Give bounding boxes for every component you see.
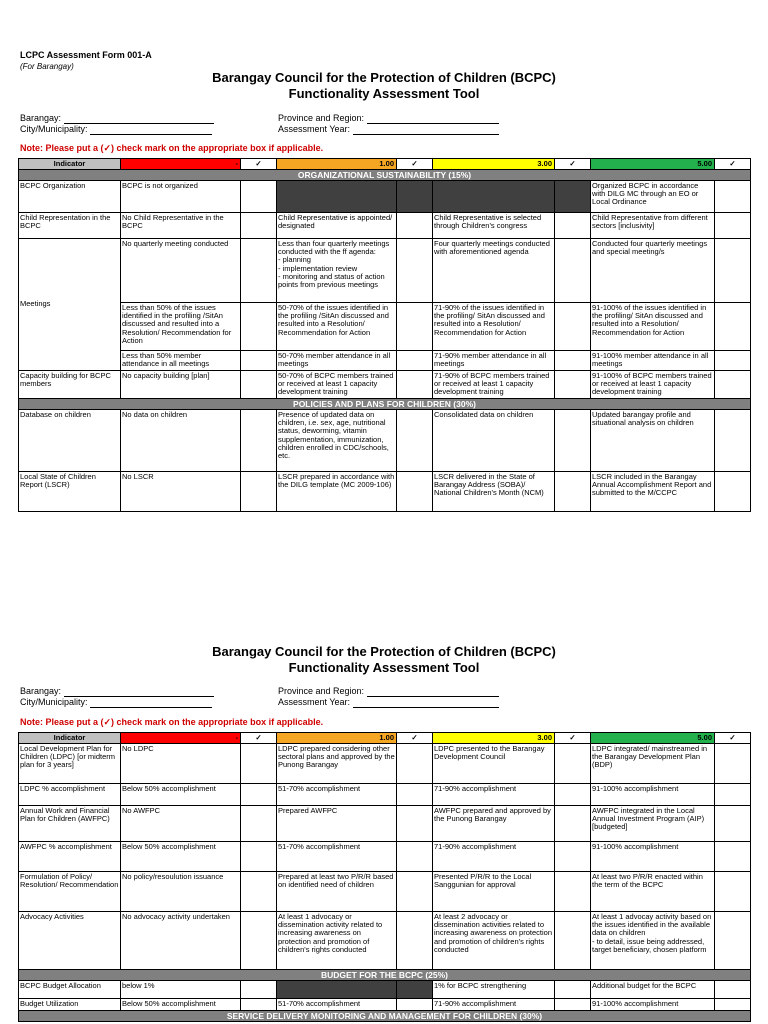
check-box[interactable] bbox=[397, 744, 433, 784]
criteria-orange: At least 1 advocacy or dissemination activity related to increasing awareness on protection and promotion of children's rights conducted bbox=[277, 912, 397, 970]
province-field[interactable] bbox=[278, 113, 499, 124]
check-box[interactable] bbox=[555, 213, 591, 239]
header-red-score: - bbox=[121, 733, 241, 744]
check-box[interactable] bbox=[555, 981, 591, 999]
check-box[interactable] bbox=[397, 239, 433, 303]
page-title bbox=[0, 70, 768, 102]
city-label: City/Municipality: bbox=[20, 124, 88, 134]
criteria-orange: Child Representative is appointed/ designated bbox=[277, 213, 397, 239]
criteria-yellow: Four quarterly meetings conducted with aforementioned agenda bbox=[433, 239, 555, 303]
check-box[interactable] bbox=[241, 351, 277, 371]
check-box[interactable] bbox=[715, 912, 751, 970]
barangay-field[interactable] bbox=[20, 113, 214, 124]
check-box[interactable] bbox=[241, 213, 277, 239]
check-box[interactable] bbox=[397, 371, 433, 399]
check-box[interactable] bbox=[241, 912, 277, 970]
indicator-cell: AWFPC % accomplishment bbox=[19, 842, 121, 872]
criteria-red: below 1% bbox=[121, 981, 241, 999]
criteria-green: 91-100% member attendance in all meetings bbox=[591, 351, 715, 371]
indicator-cell: Database on children bbox=[19, 410, 121, 472]
check-box[interactable] bbox=[555, 351, 591, 371]
check-box[interactable] bbox=[715, 181, 751, 213]
criteria-orange: 50-70% member attendance in all meetings bbox=[277, 351, 397, 371]
criteria-orange: 50-70% of the issues identified in the profiling /SitAn discussed and resulted into a Resolution/ Recommendation for Action bbox=[277, 303, 397, 351]
header-orange-score: 1.00 bbox=[277, 159, 397, 170]
city-line bbox=[90, 698, 212, 708]
check-box[interactable] bbox=[555, 410, 591, 472]
header-indicator: Indicator bbox=[19, 733, 121, 744]
check-box[interactable] bbox=[715, 371, 751, 399]
check-box[interactable] bbox=[715, 872, 751, 912]
title-line1: Barangay Council for the Protection of Children (BCPC) bbox=[212, 70, 556, 85]
header-check: ✓ bbox=[241, 159, 277, 170]
header-check: ✓ bbox=[715, 733, 751, 744]
criteria-red: No advocacy activity undertaken bbox=[121, 912, 241, 970]
criteria-yellow: LDPC presented to the Barangay Development Council bbox=[433, 744, 555, 784]
province-label: Province and Region: bbox=[278, 113, 365, 123]
criteria-red: No capacity building [plan] bbox=[121, 371, 241, 399]
indicator-cell: BCPC Budget Allocation bbox=[19, 981, 121, 999]
header-check: ✓ bbox=[397, 159, 433, 170]
year-line bbox=[353, 125, 499, 135]
criteria-yellow: Child Representative is selected through Children's congress bbox=[433, 213, 555, 239]
header-check: ✓ bbox=[555, 159, 591, 170]
check-box[interactable] bbox=[555, 999, 591, 1011]
form-code: LCPC Assessment Form 001-A bbox=[20, 50, 152, 60]
check-box[interactable] bbox=[715, 239, 751, 303]
check-box[interactable] bbox=[715, 351, 751, 371]
indicator-cell: Formulation of Policy/ Resolution/ Recommendation bbox=[19, 872, 121, 912]
indicator-cell: Child Representation in the BCPC bbox=[19, 213, 121, 239]
blocked-cell bbox=[397, 181, 433, 213]
check-box[interactable] bbox=[397, 303, 433, 351]
check-box[interactable] bbox=[715, 981, 751, 999]
criteria-yellow: 71-90% member attendance in all meetings bbox=[433, 351, 555, 371]
header-indicator: Indicator bbox=[19, 159, 121, 170]
criteria-green: 91-100% of the issues identified in the profiling/ SitAn discussed and resulted into a Resolution/ Recommendation for Action bbox=[591, 303, 715, 351]
check-box[interactable] bbox=[715, 806, 751, 842]
check-box[interactable] bbox=[555, 371, 591, 399]
check-box[interactable] bbox=[397, 872, 433, 912]
criteria-yellow: AWFPC prepared and approved by the Punong Barangay bbox=[433, 806, 555, 842]
criteria-orange: Presence of updated data on children, i.e. sex, age, nutritional status, deworming, vitamin supplementation, immunization, children enrolled in CDC/schools, etc. bbox=[277, 410, 397, 472]
note-text: Note: Please put a (✓) check mark on the appropriate box if applicable. bbox=[20, 143, 324, 153]
barangay-field[interactable] bbox=[20, 686, 214, 697]
check-box[interactable] bbox=[555, 842, 591, 872]
check-box[interactable] bbox=[241, 981, 277, 999]
city-field[interactable] bbox=[20, 124, 212, 135]
year-field[interactable] bbox=[278, 697, 499, 708]
indicator-cell: Annual Work and Financial Plan for Children (AWFPC) bbox=[19, 806, 121, 842]
criteria-red: No LDPC bbox=[121, 744, 241, 784]
section-header: SERVICE DELIVERY MONITORING AND MANAGEMENT FOR CHILDREN (30%) bbox=[19, 1011, 751, 1022]
criteria-orange: 51-70% accomplishment bbox=[277, 999, 397, 1011]
province-line bbox=[367, 114, 499, 124]
indicator-cell: Advocacy Activities bbox=[19, 912, 121, 970]
criteria-orange: LSCR prepared in accordance with the DILG template (MC 2009-106) bbox=[277, 472, 397, 512]
assessment-table-1 bbox=[18, 158, 751, 512]
criteria-green: Additional budget for the BCPC bbox=[591, 981, 715, 999]
criteria-green: At least 1 advocay activity based on the issues identified in the available data on children - to detail, issue being addressed, target beneficiary, chosen platform bbox=[591, 912, 715, 970]
header-green-score: 5.00 bbox=[591, 733, 715, 744]
criteria-yellow: Presented P/R/R to the Local Sanggunian for approval bbox=[433, 872, 555, 912]
title-line1: Barangay Council for the Protection of Children (BCPC) bbox=[212, 644, 556, 659]
check-box[interactable] bbox=[555, 744, 591, 784]
criteria-green: Updated barangay profile and situational analysis on children bbox=[591, 410, 715, 472]
check-box[interactable] bbox=[241, 872, 277, 912]
header-yellow-score: 3.00 bbox=[433, 159, 555, 170]
check-box[interactable] bbox=[715, 213, 751, 239]
criteria-yellow: 71-90% of the issues identified in the profiling/ SitAn discussed and resulted into a Resolution/ Recommendation for Action bbox=[433, 303, 555, 351]
province-label: Province and Region: bbox=[278, 686, 365, 696]
blocked-cell bbox=[277, 181, 397, 213]
blocked-cell bbox=[433, 181, 555, 213]
criteria-orange: LDPC prepared considering other sectoral plans and approved by the Punong Barangay bbox=[277, 744, 397, 784]
criteria-red: Less than 50% member attendance in all meetings bbox=[121, 351, 241, 371]
criteria-red: No LSCR bbox=[121, 472, 241, 512]
header-check: ✓ bbox=[715, 159, 751, 170]
criteria-red: No quarterly meeting conducted bbox=[121, 239, 241, 303]
criteria-yellow: LSCR delivered in the State of Barangay Address (SOBA)/ National Children's Month (NCM) bbox=[433, 472, 555, 512]
check-box[interactable] bbox=[397, 213, 433, 239]
check-box[interactable] bbox=[241, 744, 277, 784]
check-box[interactable] bbox=[241, 806, 277, 842]
check-box[interactable] bbox=[715, 842, 751, 872]
section-header: POLICIES AND PLANS FOR CHILDREN (30%) bbox=[19, 399, 751, 410]
check-box[interactable] bbox=[241, 371, 277, 399]
indicator-cell: Local Development Plan for Children (LDPC) [or midterm plan for 3 years] bbox=[19, 744, 121, 784]
province-line bbox=[367, 687, 499, 697]
criteria-green: LDPC integrated/ mainstreamed in the Barangay Development Plan (BDP) bbox=[591, 744, 715, 784]
title-line2: Functionality Assessment Tool bbox=[288, 86, 480, 101]
criteria-red: Below 50% accomplishment bbox=[121, 999, 241, 1011]
city-line bbox=[90, 125, 212, 135]
assessment-table-2 bbox=[18, 732, 751, 1022]
check-box[interactable] bbox=[241, 784, 277, 806]
criteria-green: 91-100% of BCPC members trained or received at least 1 capacity development training bbox=[591, 371, 715, 399]
province-field[interactable] bbox=[278, 686, 499, 697]
section-header: ORGANIZATIONAL SUSTAINABILITY (15%) bbox=[19, 170, 751, 181]
criteria-yellow: 1% for BCPC strengthening bbox=[433, 981, 555, 999]
section-header: BUDGET FOR THE BCPC (25%) bbox=[19, 970, 751, 981]
check-box[interactable] bbox=[241, 842, 277, 872]
criteria-yellow: Consolidated data on children bbox=[433, 410, 555, 472]
page-title bbox=[0, 644, 768, 676]
year-label: Assessment Year: bbox=[278, 697, 351, 707]
criteria-yellow: 71-90% accomplishment bbox=[433, 842, 555, 872]
check-box[interactable] bbox=[715, 472, 751, 512]
indicator-cell: BCPC Organization bbox=[19, 181, 121, 213]
criteria-red: No data on children bbox=[121, 410, 241, 472]
check-box[interactable] bbox=[555, 472, 591, 512]
barangay-label: Barangay: bbox=[20, 113, 62, 123]
criteria-green: 91-100% accomplishment bbox=[591, 842, 715, 872]
criteria-red: BCPC is not organized bbox=[121, 181, 241, 213]
criteria-yellow: At least 2 advocacy or dissemination activities related to increasing awareness on protection and promotion of children's rights conducted bbox=[433, 912, 555, 970]
barangay-line bbox=[64, 114, 214, 124]
check-box[interactable] bbox=[397, 784, 433, 806]
criteria-orange: Prepared at least two P/R/R based on identified need of children bbox=[277, 872, 397, 912]
blocked-cell bbox=[277, 981, 397, 999]
criteria-orange: 51-70% accomplishment bbox=[277, 842, 397, 872]
indicator-cell: Budget Utilization bbox=[19, 999, 121, 1011]
barangay-line bbox=[64, 687, 214, 697]
criteria-green: Child Representative from different sectors [inclusivity] bbox=[591, 213, 715, 239]
header-check: ✓ bbox=[397, 733, 433, 744]
criteria-red: Less than 50% of the issues identified in the profiling /SitAn discussed and resulted into a Resolution/ Recommendation for Action bbox=[121, 303, 241, 351]
criteria-orange: Less than four quarterly meetings conducted with the ff agenda: - planning - implementation review - monitoring and status of action points from previous meetings bbox=[277, 239, 397, 303]
city-label: City/Municipality: bbox=[20, 697, 88, 707]
criteria-red: Below 50% accomplishment bbox=[121, 842, 241, 872]
check-box[interactable] bbox=[397, 472, 433, 512]
indicator-cell: LDPC % accomplishment bbox=[19, 784, 121, 806]
check-box[interactable] bbox=[715, 303, 751, 351]
check-box[interactable] bbox=[397, 806, 433, 842]
header-check: ✓ bbox=[241, 733, 277, 744]
year-line bbox=[353, 698, 499, 708]
check-box[interactable] bbox=[241, 999, 277, 1011]
check-box[interactable] bbox=[555, 239, 591, 303]
check-box[interactable] bbox=[241, 303, 277, 351]
blocked-cell bbox=[555, 181, 591, 213]
title-line2: Functionality Assessment Tool bbox=[288, 660, 480, 675]
criteria-yellow: 71-90% of BCPC members trained or received at least 1 capacity development training bbox=[433, 371, 555, 399]
check-box[interactable] bbox=[241, 472, 277, 512]
criteria-orange: 51-70% accomplishment bbox=[277, 784, 397, 806]
criteria-orange: 50-70% of BCPC members trained or received at least 1 capacity development training bbox=[277, 371, 397, 399]
check-box[interactable] bbox=[715, 784, 751, 806]
check-box[interactable] bbox=[397, 842, 433, 872]
indicator-cell: Meetings bbox=[19, 239, 121, 371]
barangay-label: Barangay: bbox=[20, 686, 62, 696]
criteria-orange: Prepared AWFPC bbox=[277, 806, 397, 842]
indicator-cell: Local State of Children Report (LSCR) bbox=[19, 472, 121, 512]
criteria-red: Below 50% accomplishment bbox=[121, 784, 241, 806]
check-box[interactable] bbox=[397, 351, 433, 371]
note-text: Note: Please put a (✓) check mark on the appropriate box if applicable. bbox=[20, 717, 324, 727]
check-box[interactable] bbox=[715, 744, 751, 784]
indicator-cell: Capacity building for BCPC members bbox=[19, 371, 121, 399]
check-box[interactable] bbox=[555, 303, 591, 351]
criteria-red: No Child Representative in the BCPC bbox=[121, 213, 241, 239]
check-box[interactable] bbox=[397, 912, 433, 970]
check-box[interactable] bbox=[241, 410, 277, 472]
criteria-green: Conducted four quarterly meetings and special meeting/s bbox=[591, 239, 715, 303]
criteria-red: No AWFPC bbox=[121, 806, 241, 842]
check-box[interactable] bbox=[555, 784, 591, 806]
criteria-green: Organized BCPC in accordance with DILG MC through an EO or Local Ordinance bbox=[591, 181, 715, 213]
check-box[interactable] bbox=[241, 181, 277, 213]
check-box[interactable] bbox=[555, 912, 591, 970]
blocked-cell bbox=[397, 981, 433, 999]
criteria-red: No policy/resoulution issuance bbox=[121, 872, 241, 912]
criteria-yellow: 71-90% accomplishment bbox=[433, 999, 555, 1011]
header-orange-score: 1.00 bbox=[277, 733, 397, 744]
criteria-green: LSCR included in the Barangay Annual Accomplishment Report and submitted to the M/CCPC bbox=[591, 472, 715, 512]
check-box[interactable] bbox=[555, 872, 591, 912]
check-box[interactable] bbox=[397, 999, 433, 1011]
header-yellow-score: 3.00 bbox=[433, 733, 555, 744]
criteria-green: 91-100% accomplishment bbox=[591, 999, 715, 1011]
header-green-score: 5.00 bbox=[591, 159, 715, 170]
form-subtitle: (For Barangay) bbox=[20, 62, 74, 71]
year-label: Assessment Year: bbox=[278, 124, 351, 134]
criteria-green: AWFPC integrated in the Local Annual Investment Program (AIP) [budgeted] bbox=[591, 806, 715, 842]
criteria-green: 91-100% accomplishment bbox=[591, 784, 715, 806]
criteria-green: At least two P/R/R enacted within the term of the BCPC bbox=[591, 872, 715, 912]
check-box[interactable] bbox=[397, 410, 433, 472]
header-red-score: - bbox=[121, 159, 241, 170]
check-box[interactable] bbox=[241, 239, 277, 303]
city-field[interactable] bbox=[20, 697, 212, 708]
header-check: ✓ bbox=[555, 733, 591, 744]
check-box[interactable] bbox=[555, 806, 591, 842]
criteria-yellow: 71-90% accomplishment bbox=[433, 784, 555, 806]
check-box[interactable] bbox=[715, 410, 751, 472]
check-box[interactable] bbox=[715, 999, 751, 1011]
year-field[interactable] bbox=[278, 124, 499, 135]
